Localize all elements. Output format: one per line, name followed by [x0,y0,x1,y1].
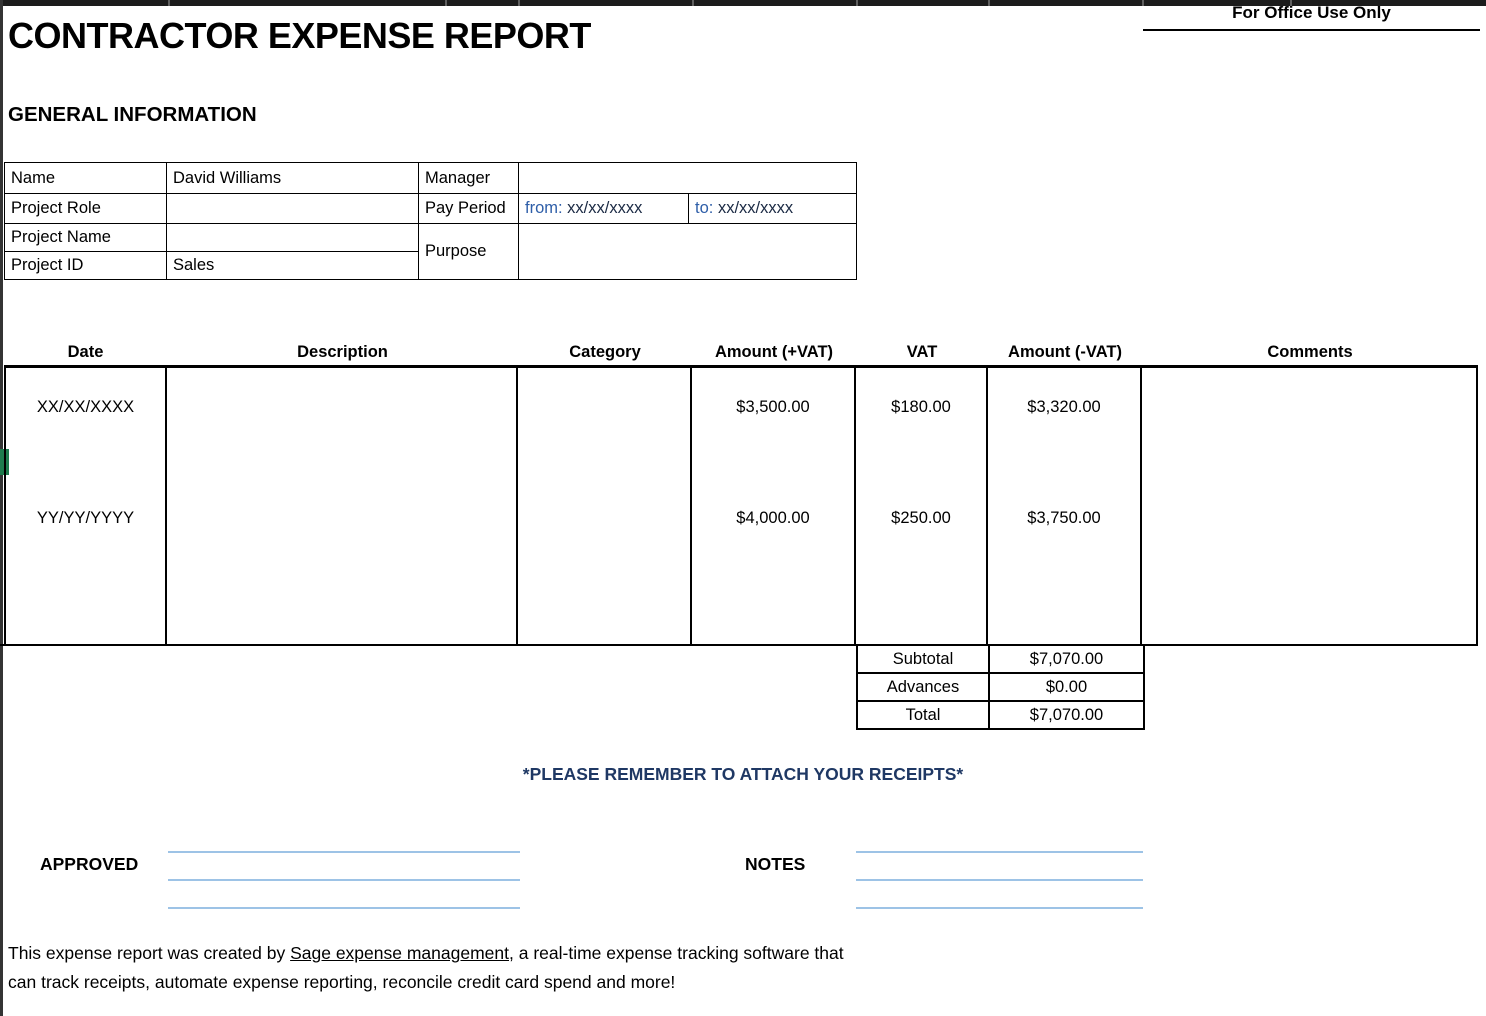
from-label: from: [525,199,563,217]
subtotal-label: Subtotal [857,645,989,673]
approved-signature-line[interactable] [168,879,520,881]
subtotal-value[interactable]: $7,070.00 [989,645,1144,673]
manager-value-cell[interactable] [519,163,857,194]
totals-summary-table [856,644,1145,730]
amount-minus-vat-cell[interactable]: $3,750.00 [1027,509,1101,527]
attach-receipts-note: *PLEASE REMEMBER TO ATTACH YOUR RECEIPTS* [522,764,964,784]
manager-label: Manager [419,163,519,194]
comments-column [1142,368,1478,644]
spreadsheet-left-edge [0,0,3,1016]
header-amount-plus-vat: Amount (+VAT) [714,343,834,361]
category-column [518,368,692,644]
general-information-heading: GENERAL INFORMATION [8,103,257,126]
footer-text-line2: can track receipts, automate expense reporting, reconcile credit card spend and more! [8,972,676,992]
header-amount-minus-vat: Amount (-VAT) [1008,343,1122,361]
pay-period-label: Pay Period [419,194,519,224]
approved-signature-line[interactable] [168,851,520,853]
project-role-label: Project Role [5,194,167,224]
total-label: Total [857,701,989,729]
header-comments: Comments [1267,343,1353,361]
pay-period-to-cell[interactable] [689,194,857,224]
date-cell[interactable]: YY/YY/YYYY [36,509,135,527]
approved-signature-line[interactable] [168,907,520,909]
footer-text-after-link: , a real-time expense tracking software that [509,943,844,963]
project-name-label: Project Name [5,224,167,252]
page-title: CONTRACTOR EXPENSE REPORT [8,15,591,56]
notes-label: NOTES [745,854,806,874]
general-information-table [4,162,857,280]
date-cell[interactable]: XX/XX/XXXX [36,398,135,416]
name-value-cell[interactable]: David Williams [167,163,419,194]
project-role-value-cell[interactable] [167,194,419,224]
header-vat: VAT [906,343,938,361]
to-label: to: [695,199,714,217]
project-name-value-cell[interactable] [167,224,419,252]
office-use-label: For Office Use Only [1232,3,1391,22]
column-separator-tick [856,0,858,6]
amount-plus-vat-cell[interactable]: $4,000.00 [736,509,810,527]
description-column [167,368,518,644]
expense-table-header [4,340,1478,368]
advances-value[interactable]: $0.00 [989,673,1144,701]
vat-column [856,368,988,644]
purpose-label: Purpose [419,224,519,280]
total-value[interactable]: $7,070.00 [989,701,1144,729]
column-separator-tick [692,0,694,6]
vat-cell[interactable]: $180.00 [891,398,951,416]
footer-text-before-link: This expense report was created by [8,943,291,963]
project-id-label: Project ID [5,252,167,280]
column-separator-tick [168,0,170,6]
for-office-use-only-header [1143,3,1480,31]
column-separator-tick [518,0,520,6]
pay-period-from-cell[interactable] [519,194,689,224]
amount-plus-vat-column [692,368,856,644]
approved-label: APPROVED [40,854,139,874]
header-description: Description [297,343,388,361]
amount-minus-vat-column [988,368,1142,644]
notes-line[interactable] [856,879,1143,881]
vat-cell[interactable]: $250.00 [891,509,951,527]
from-value: xx/xx/xxxx [562,199,643,217]
column-separator-tick [988,0,990,6]
header-category: Category [569,343,641,361]
table-bottom-border [0,644,1478,646]
to-value: xx/xx/xxxx [713,199,794,217]
advances-label: Advances [857,673,989,701]
expense-table-body [4,368,1478,644]
footer-credit [8,939,988,997]
column-separator-tick [445,0,447,6]
project-id-value-cell[interactable]: Sales [167,252,419,280]
notes-line[interactable] [856,851,1143,853]
amount-plus-vat-cell[interactable]: $3,500.00 [736,398,810,416]
date-column [4,368,167,644]
amount-minus-vat-cell[interactable]: $3,320.00 [1027,398,1101,416]
name-label: Name [5,163,167,194]
notes-line[interactable] [856,907,1143,909]
sage-expense-management-link[interactable]: Sage expense management [290,943,509,963]
purpose-value-cell[interactable] [519,224,857,280]
header-date: Date [67,343,104,361]
